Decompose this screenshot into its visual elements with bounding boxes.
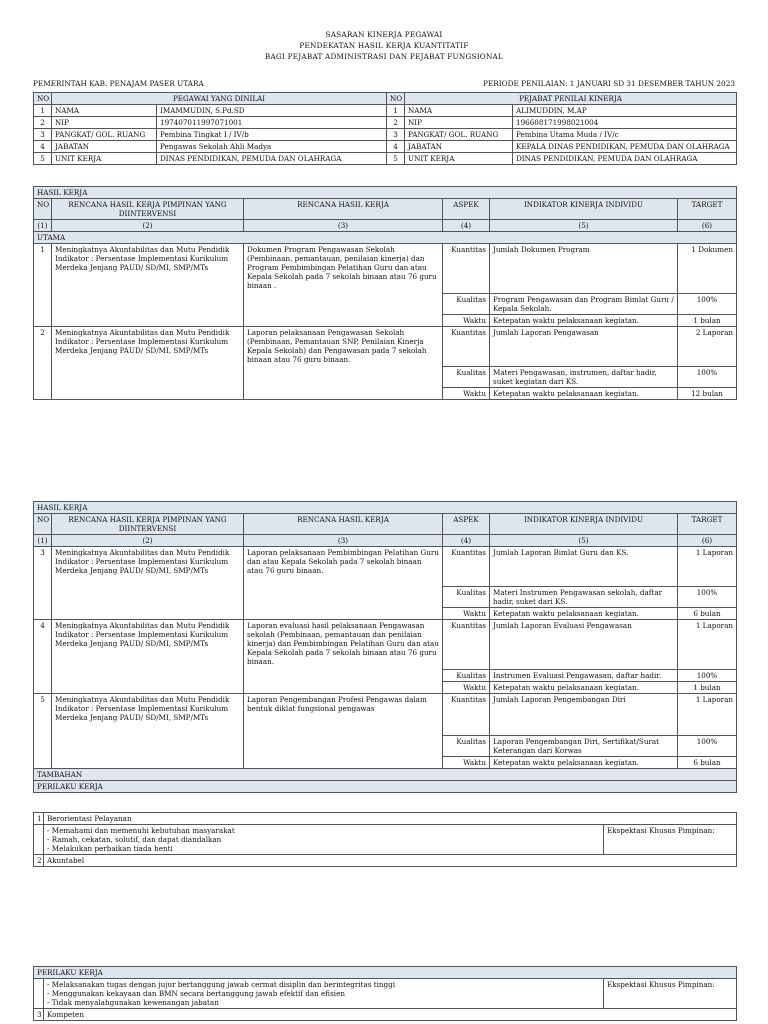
cell-no: 2 bbox=[34, 117, 52, 129]
indikator: Program Pengawasan dan Program Bimlat Guru / Kepala Sekolah. bbox=[490, 294, 678, 315]
pegawai-header: PEGAWAI YANG DINILAI bbox=[52, 93, 387, 105]
aspek: Kuantitas bbox=[443, 547, 490, 587]
target: 100% bbox=[678, 294, 737, 315]
title-line-3: BAGI PEJABAT ADMINISTRASI DAN PEJABAT FUNGSIONAL bbox=[264, 52, 504, 61]
col-number: (6) bbox=[678, 535, 737, 547]
identity-row bbox=[34, 153, 737, 165]
cell-label: NAMA bbox=[52, 105, 157, 117]
item-no: 1 bbox=[34, 244, 52, 327]
perilaku-kerja-label: PERILAKU KERJA bbox=[34, 967, 737, 979]
indikator: Jumlah Laporan Evaluasi Pengawasan bbox=[490, 620, 678, 670]
ekspektasi-label: Ekspektasi Khusus Pimpinan: bbox=[604, 825, 737, 855]
cell-no: 4 bbox=[34, 141, 52, 153]
identity-header-row bbox=[34, 93, 737, 105]
cell-no: 1 bbox=[387, 105, 405, 117]
col-number: (2) bbox=[52, 220, 244, 232]
indikator: Jumlah Laporan Pengembangan Diri bbox=[490, 694, 678, 736]
perilaku-no: 1 bbox=[34, 813, 44, 825]
col-header: INDIKATOR KINERJA INDIVIDU bbox=[490, 199, 678, 220]
target: 100% bbox=[678, 587, 737, 608]
target: 1 Laporan bbox=[678, 620, 737, 670]
rencana-hasil: Dokumen Program Pengawasan Sekolah (Pembinaan, pemantauan, penilaian kinerja) dan Program Pembimbingan Pelatihan Guru dan atau Kepala Sekolah pada 7 sekolah binaan atau 76 guru binaan . bbox=[244, 244, 443, 327]
col-header: NO bbox=[34, 514, 52, 535]
cell-value: DINAS PENDIDIKAN, PEMUDA DAN OLAHRAGA bbox=[157, 153, 387, 165]
indikator: Materi Pengawasan, instrumen, daftar hadir, suket kegiatan dari KS. bbox=[490, 367, 678, 388]
target: 1 Laporan bbox=[678, 694, 737, 736]
col-header: INDIKATOR KINERJA INDIVIDU bbox=[490, 514, 678, 535]
indikator: Jumlah Laporan Pengawasan bbox=[490, 327, 678, 367]
hasil-kerja-label: HASIL KERJA bbox=[34, 187, 737, 199]
penilai-header: PEJABAT PENILAI KINERJA bbox=[405, 93, 737, 105]
cell-value: Pengawas Sekolah Ahli Madya bbox=[157, 141, 387, 153]
target: 100% bbox=[678, 367, 737, 388]
col-number: (3) bbox=[244, 220, 443, 232]
aspek: Kuantitas bbox=[443, 694, 490, 736]
aspek: Kualitas bbox=[443, 367, 490, 388]
cell-label: PANGKAT/ GOL. RUANG bbox=[52, 129, 157, 141]
perilaku-kerja-table-1 bbox=[33, 812, 737, 867]
aspek: Waktu bbox=[443, 315, 490, 327]
item-no: 5 bbox=[34, 694, 52, 769]
col-number: (1) bbox=[34, 220, 52, 232]
col-header: RENCANA HASIL KERJA bbox=[244, 514, 443, 535]
cell-label: JABATAN bbox=[405, 141, 513, 153]
hasil-kerja-table-2 bbox=[33, 501, 737, 793]
aspek: Waktu bbox=[443, 608, 490, 620]
indikator: Ketepatan waktu pelaksanaan kegiatan. bbox=[490, 388, 678, 400]
aspek: Kualitas bbox=[443, 670, 490, 682]
indikator: Jumlah Dokumen Program bbox=[490, 244, 678, 294]
perilaku-point: - Tidak menyalahgunakan kewenangan jabatan bbox=[47, 998, 219, 1007]
col-number: (2) bbox=[52, 535, 244, 547]
aspek: Kuantitas bbox=[443, 327, 490, 367]
cell-label: PANGKAT/ GOL. RUANG bbox=[405, 129, 513, 141]
indikator: Instrumen Evaluasi Pengawasan, daftar hadir. bbox=[490, 670, 678, 682]
cell-value: 197407011997071001 bbox=[157, 117, 387, 129]
cell-no: 4 bbox=[387, 141, 405, 153]
rencana-pimpinan: Meningkatnya Akuntabilitas dan Mutu Pendidik Indikator : Persentase Implementasi Kurikulum Merdeka Jenjang PAUD/ SD/MI, SMP/MTs bbox=[52, 547, 244, 620]
ekspektasi-label: Ekspektasi Khusus Pimpinan: bbox=[604, 979, 737, 1009]
indikator: Ketepatan waktu pelaksanaan kegiatan. bbox=[490, 757, 678, 769]
target: 100% bbox=[678, 736, 737, 757]
indikator: Ketepatan waktu pelaksanaan kegiatan. bbox=[490, 682, 678, 694]
identity-row bbox=[34, 129, 737, 141]
cell-value: ALIMUDDIN, M.AP bbox=[513, 105, 737, 117]
cell-value: IMAMMUDIN, S.Pd.SD bbox=[157, 105, 387, 117]
perilaku-point: - Menggunakan kekayaan dan BMN secara bertanggung jawab efektif dan efisien bbox=[47, 989, 345, 998]
cell-no: 5 bbox=[34, 153, 52, 165]
perilaku-points bbox=[44, 825, 604, 855]
indikator: Materi Instrumen Pengawasan sekolah, daftar hadir, suket dari KS. bbox=[490, 587, 678, 608]
perilaku-name: Akuntabel bbox=[44, 855, 737, 867]
government-label: PEMERINTAH KAB. PENAJAM PASER UTARA bbox=[33, 79, 204, 88]
aspek: Kualitas bbox=[443, 736, 490, 757]
aspek: Waktu bbox=[443, 388, 490, 400]
cell-value: Pembina Tingkat I / IV/b bbox=[157, 129, 387, 141]
perilaku-name: Kompeten bbox=[44, 1009, 737, 1021]
rencana-pimpinan: Meningkatnya Akuntabilitas dan Mutu Pendidik Indikator : Persentase Implementasi Kurikulum Merdeka Jenjang PAUD/ SD/MI, SMP/MTs bbox=[52, 244, 244, 327]
table-row bbox=[34, 620, 737, 670]
col-header: ASPEK bbox=[443, 199, 490, 220]
col-header: RENCANA HASIL KERJA PIMPINAN YANG DIINTERVENSI bbox=[52, 514, 244, 535]
perilaku-kerja-table-2 bbox=[33, 966, 737, 1021]
col-header: TARGET bbox=[678, 199, 737, 220]
perilaku-point: - Ramah, cekatan, solutif, dan dapat diandalkan bbox=[47, 835, 222, 844]
title-line-1: SASARAN KINERJA PEGAWAI bbox=[325, 30, 443, 39]
rencana-hasil: Laporan pelaksanaan Pengawasan Sekolah (Pembinaan, Pemantauan SNP, Penilaian Kinerja Kepala Sekolah) dan Pengawasan pada 7 sekolah binaan atau 76 guru binaan. bbox=[244, 327, 443, 400]
aspek: Kuantitas bbox=[443, 620, 490, 670]
cell-label: UNIT KERJA bbox=[405, 153, 513, 165]
col-header: TARGET bbox=[678, 514, 737, 535]
cell-no: 2 bbox=[387, 117, 405, 129]
col-number: (4) bbox=[443, 220, 490, 232]
aspek: Kualitas bbox=[443, 294, 490, 315]
table-row bbox=[34, 547, 737, 587]
col-number: (5) bbox=[490, 220, 678, 232]
hasil-kerja-table-1 bbox=[33, 186, 737, 400]
identity-row bbox=[34, 105, 737, 117]
col-number: (3) bbox=[244, 535, 443, 547]
target: 100% bbox=[678, 670, 737, 682]
target: 1 Dokumen bbox=[678, 244, 737, 294]
perilaku-detail-row bbox=[34, 979, 737, 1009]
target: 1 bulan bbox=[678, 682, 737, 694]
rencana-hasil: Laporan pelaksanaan Pembimbingan Pelatihan Guru dan atau Kepala Sekolah pada 7 sekolah binaan atau 76 guru binaan. bbox=[244, 547, 443, 620]
cell-label: JABATAN bbox=[52, 141, 157, 153]
identity-row bbox=[34, 117, 737, 129]
target: 2 Laporan bbox=[678, 327, 737, 367]
perilaku-points bbox=[44, 979, 604, 1009]
perilaku-point: - Melaksanakan tugas dengan jujur bertanggung jawab cermat disiplin dan berintegritas tinggi bbox=[47, 980, 396, 989]
item-no: 4 bbox=[34, 620, 52, 694]
target: 1 Laporan bbox=[678, 547, 737, 587]
item-no: 2 bbox=[34, 327, 52, 400]
perilaku-row bbox=[34, 1009, 737, 1021]
cell-value: Pembina Utama Muda / IV/c bbox=[513, 129, 737, 141]
perilaku-name: Berorientasi Pelayanan bbox=[44, 813, 737, 825]
cell-value: KEPALA DINAS PENDIDIKAN, PEMUDA DAN OLAHRAGA bbox=[513, 141, 737, 153]
cell-value: 196608171998021004 bbox=[513, 117, 737, 129]
period-label: PERIODE PENILAIAN: 1 JANUARI SD 31 DESEMBER TAHUN 2023 bbox=[483, 79, 735, 88]
target: 1 bulan bbox=[678, 315, 737, 327]
cell-label: UNIT KERJA bbox=[52, 153, 157, 165]
target: 6 bulan bbox=[678, 757, 737, 769]
perilaku-no: 3 bbox=[34, 1009, 44, 1021]
cell-label: NAMA bbox=[405, 105, 513, 117]
identity-no-header: NO bbox=[34, 93, 52, 105]
perilaku-kerja-label: PERILAKU KERJA bbox=[34, 781, 737, 793]
col-number: (4) bbox=[443, 535, 490, 547]
indikator: Laporan Pengembangan Diri, Sertifikat/Surat Keterangan dari Korwas bbox=[490, 736, 678, 757]
col-number: (5) bbox=[490, 535, 678, 547]
cell-no: 5 bbox=[387, 153, 405, 165]
perilaku-point: - Memahami dan memenuhi kebutuhan masyarakat bbox=[47, 826, 235, 835]
identity-row bbox=[34, 141, 737, 153]
perilaku-no: 2 bbox=[34, 855, 44, 867]
cell-label: NIP bbox=[405, 117, 513, 129]
identity-no-header-2: NO bbox=[387, 93, 405, 105]
rencana-hasil: Laporan evaluasi hasil pelaksanaan Pengawasan sekolah (Pembinaan, pemantauan dan penilaian kinerja) dan Pembimbingan Pelatihan Guru dan atau Kepala Sekolah pada 7 sekolah binaan atau 76 guru binaan. bbox=[244, 620, 443, 694]
cell-no: 1 bbox=[34, 105, 52, 117]
table-row bbox=[34, 694, 737, 736]
rencana-pimpinan: Meningkatnya Akuntabilitas dan Mutu Pendidik Indikator : Persentase Implementasi Kurikulum Merdeka Jenjang PAUD/ SD/MI, SMP/MTs bbox=[52, 327, 244, 400]
target: 6 bulan bbox=[678, 608, 737, 620]
cell-value: DINAS PENDIDIKAN, PEMUDA DAN OLAHRAGA bbox=[513, 153, 737, 165]
col-header: RENCANA HASIL KERJA bbox=[244, 199, 443, 220]
indikator: Ketepatan waktu pelaksanaan kegiatan. bbox=[490, 608, 678, 620]
perilaku-row bbox=[34, 813, 737, 825]
hasil-kerja-label: HASIL KERJA bbox=[34, 502, 737, 514]
table-row bbox=[34, 244, 737, 294]
utama-label: UTAMA bbox=[34, 232, 737, 244]
cell-no: 3 bbox=[387, 129, 405, 141]
title-line-2: PENDEKATAN HASIL KERJA KUANTITATIF bbox=[299, 41, 469, 50]
rencana-pimpinan: Meningkatnya Akuntabilitas dan Mutu Pendidik Indikator : Persentase Implementasi Kurikulum Merdeka Jenjang PAUD/ SD/MI, SMP/MTs bbox=[52, 694, 244, 769]
aspek: Kualitas bbox=[443, 587, 490, 608]
table-row bbox=[34, 327, 737, 367]
col-header: ASPEK bbox=[443, 514, 490, 535]
cell-label: NIP bbox=[52, 117, 157, 129]
indikator: Jumlah Laporan Bimlat Guru dan KS. bbox=[490, 547, 678, 587]
col-header: NO bbox=[34, 199, 52, 220]
tambahan-label: TAMBAHAN bbox=[34, 769, 737, 781]
rencana-pimpinan: Meningkatnya Akuntabilitas dan Mutu Pendidik Indikator : Persentase Implementasi Kurikulum Merdeka Jenjang PAUD/ SD/MI, SMP/MTs bbox=[52, 620, 244, 694]
perilaku-row bbox=[34, 855, 737, 867]
col-header: RENCANA HASIL KERJA PIMPINAN YANG DIINTERVENSI bbox=[52, 199, 244, 220]
indikator: Ketepatan waktu pelaksanaan kegiatan. bbox=[490, 315, 678, 327]
perilaku-point: - Melakukan perbaikan tiada henti bbox=[47, 844, 173, 853]
item-no: 3 bbox=[34, 547, 52, 620]
rencana-hasil: Laporan Pengembangan Profesi Pengawas dalam bentuk diklat fungsional pengawas bbox=[244, 694, 443, 769]
aspek: Waktu bbox=[443, 757, 490, 769]
aspek: Kuantitas bbox=[443, 244, 490, 294]
identity-table bbox=[33, 92, 737, 165]
col-number: (1) bbox=[34, 535, 52, 547]
col-number: (6) bbox=[678, 220, 737, 232]
target: 12 bulan bbox=[678, 388, 737, 400]
cell-no: 3 bbox=[34, 129, 52, 141]
perilaku-detail-row bbox=[34, 825, 737, 855]
document-titles bbox=[0, 29, 768, 62]
aspek: Waktu bbox=[443, 682, 490, 694]
